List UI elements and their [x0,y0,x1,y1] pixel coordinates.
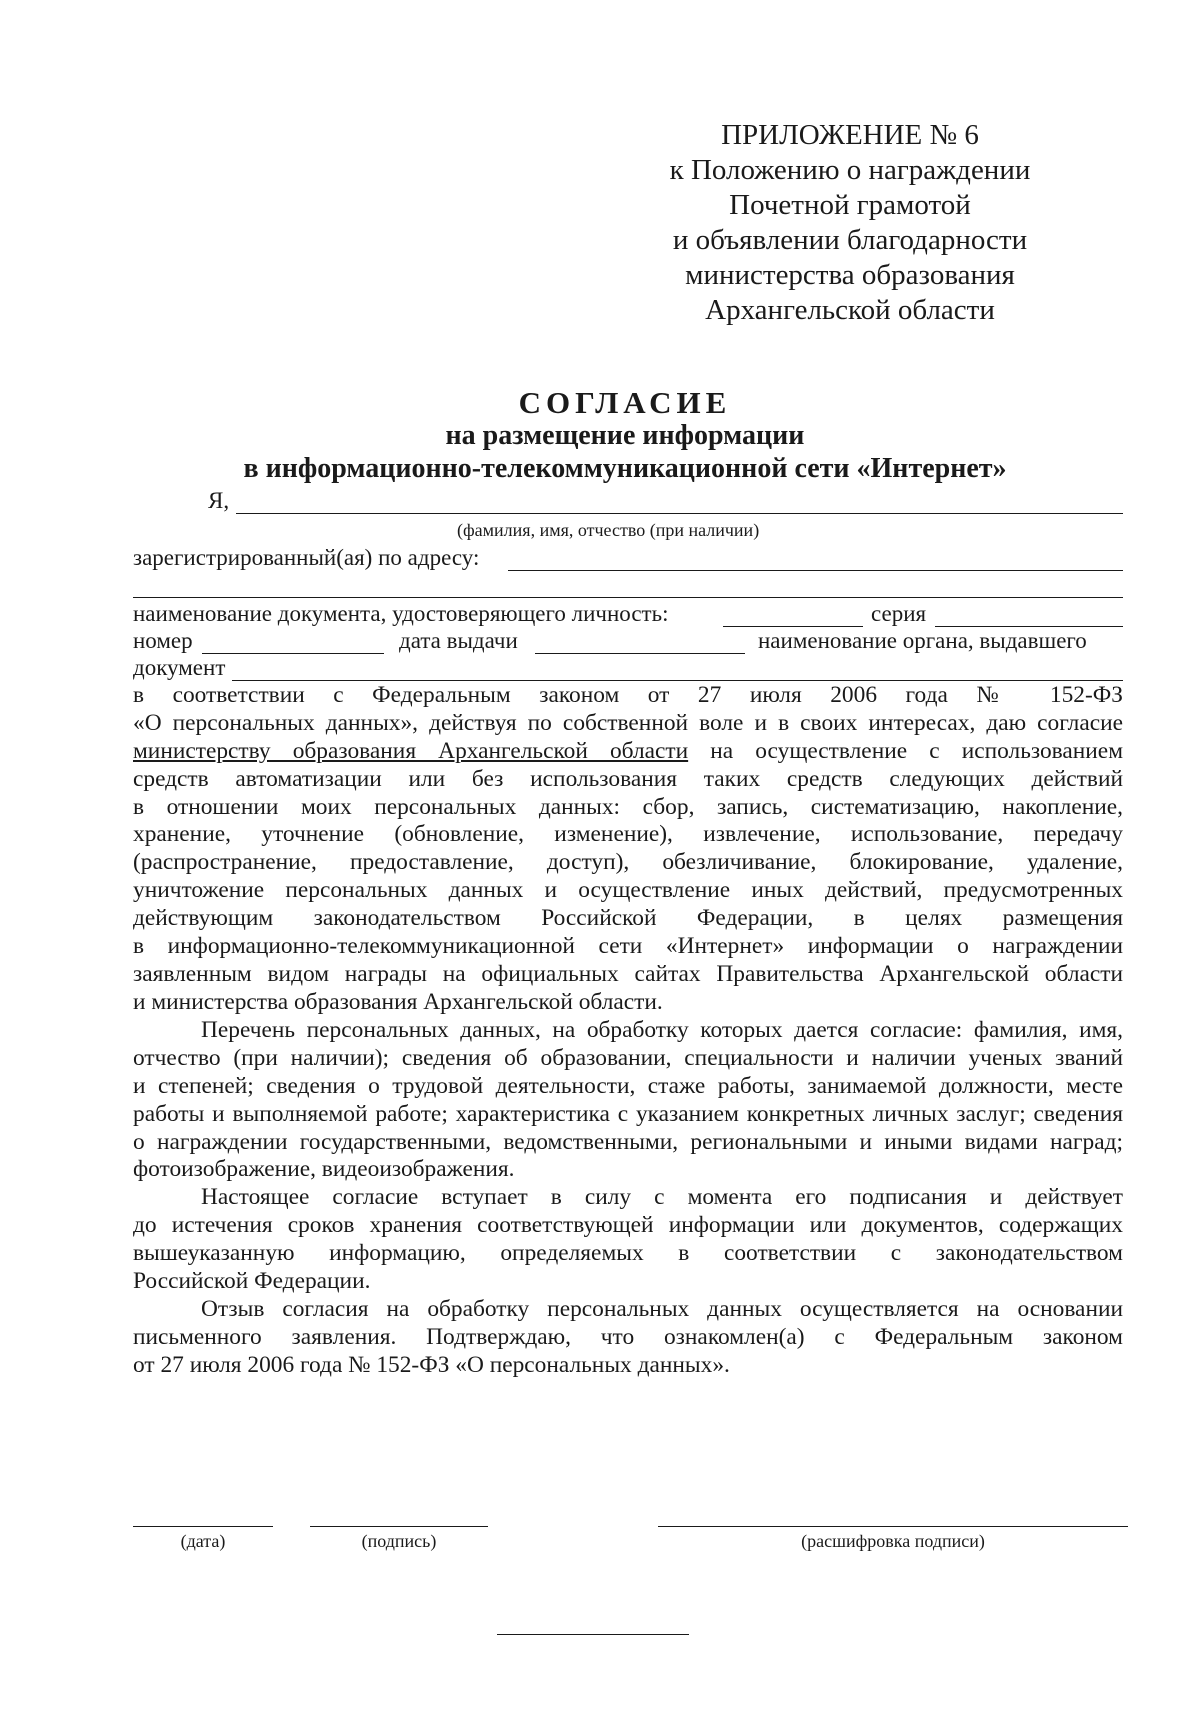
validity-paragraph [133,1184,1123,1296]
paragraph-line: «О персональных данных», действуя по собственной воле и в своих интересах, даю согласие [133,709,1123,736]
annex-line: ПРИЛОЖЕНИЕ № 6 [721,119,979,151]
paragraph-line: в информационно-телекоммуникационной сети «Интернет» информации о награждении [133,933,1123,960]
paragraph-line: вышеуказанную информацию, определяемых в соответствии с законодательством [133,1239,1123,1266]
fio-caption: (фамилия, имя, отчество (при наличии) [457,520,760,540]
paragraph-line: уничтожение персональных данных и осуществление иных действий, предусмотренных [133,877,1123,904]
data-list-paragraph [133,1017,1123,1184]
document-label: документ [133,655,226,680]
i-label: Я, [208,488,230,513]
paragraph-line: Российской Федерации. [133,1267,371,1294]
address-field-continued[interactable] [133,597,1123,598]
paragraph-line: (распространение, предоставление, доступ), обезличивание, блокирование, удаление, [133,849,1123,876]
number-field[interactable] [202,653,384,654]
date-signature-line[interactable] [133,1526,273,1527]
fio-field[interactable] [236,513,1123,514]
annex-header [600,118,1100,328]
annex-line: и объявлении благодарности [672,224,1028,256]
paragraph-line: министерству образования Архангельской области на осуществление с использованием [133,737,1123,764]
signature-line[interactable] [310,1526,488,1527]
paragraph-line: отчество (при наличии); сведения об образовании, специальности и наличии ученых званий [133,1044,1123,1071]
issuer-field[interactable] [232,680,1123,681]
paragraph-line: о награждении государственными, ведомственными, региональными и иными видами наград; [133,1128,1123,1155]
address-field[interactable] [508,570,1123,571]
paragraph-line: действующим законодательством Российской Федерации, в целях размещения [133,905,1123,932]
annex-line: к Положению о награждении [669,154,1031,186]
paragraph-line: Настоящее согласие вступает в силу с момента его подписания и действует [201,1184,1123,1210]
address-label: зарегистрированный(ая) по адресу: [133,545,480,570]
paragraph-line: письменного заявления. Подтверждаю, что ознакомлен(а) с Федеральным законом [133,1323,1123,1350]
signature-decoding-line[interactable] [658,1526,1128,1527]
doc-name-field[interactable] [723,626,863,627]
ministry-name: министерству образования Архангельской области [133,737,689,764]
issue-date-field[interactable] [535,653,745,654]
document-subtitle: на размещение информации [445,420,805,451]
paragraph-line: заявленным видом награды на официальных сайтах Правительства Архангельской области [133,960,1123,987]
paragraph-line: и министерства образования Архангельской области. [133,988,663,1015]
paragraph-line: работы и выполняемой работе; характеристика с указанием конкретных личных заслуг; сведения [133,1100,1123,1127]
paragraph-line: фотоизображение, видеоизображения. [133,1156,515,1183]
bottom-divider [497,1634,689,1635]
date-caption: (дата) [180,1531,226,1551]
signature-caption: (подпись) [361,1531,437,1551]
paragraph-line: от 27 июля 2006 года № 152-ФЗ «О персональных данных». [133,1351,730,1378]
issue-date-label: дата выдачи [399,628,518,653]
annex-line: Почетной грамотой [729,189,971,221]
document-subtitle: в информационно-телекоммуникационной сети «Интернет» [243,453,1007,484]
paragraph-line: и степеней; сведения о трудовой деятельности, стаже работы, занимаемой должности, месте [133,1072,1123,1099]
paragraph-line: хранение, уточнение (обновление, изменение), извлечение, использование, передачу [133,821,1123,848]
series-label: серия [871,601,927,626]
doc-name-label: наименование документа, удостоверяющего личность: [133,601,669,626]
annex-line: министерства образования [685,259,1015,291]
annex-line: Архангельской области [705,294,995,326]
paragraph-line: Отзыв согласия на обработку персональных данных осуществляется на основании [201,1296,1123,1322]
paragraph-line: в соответствии с Федеральным законом от 27 июля 2006 года № 152-ФЗ [133,682,1123,708]
series-field[interactable] [935,626,1123,627]
paragraph-line: в отношении моих персональных данных: сбор, запись, систематизацию, накопление, [133,793,1123,820]
decoding-caption: (расшифровка подписи) [801,1531,985,1551]
withdrawal-paragraph [133,1296,1123,1380]
paragraph-line: средств автоматизации или без использования таких средств следующих действий [133,765,1123,792]
paragraph-line: Перечень персональных данных, на обработку которых дается согласие: фамилия, имя, [201,1017,1123,1043]
issuer-label: наименование органа, выдавшего [758,628,1087,653]
consent-paragraph [133,682,1123,1017]
paragraph-line: до истечения сроков хранения соответствующей информации или документов, содержащих [133,1211,1123,1238]
number-label: номер [133,628,193,653]
document-title: СОГЛАСИЕ [518,385,732,420]
